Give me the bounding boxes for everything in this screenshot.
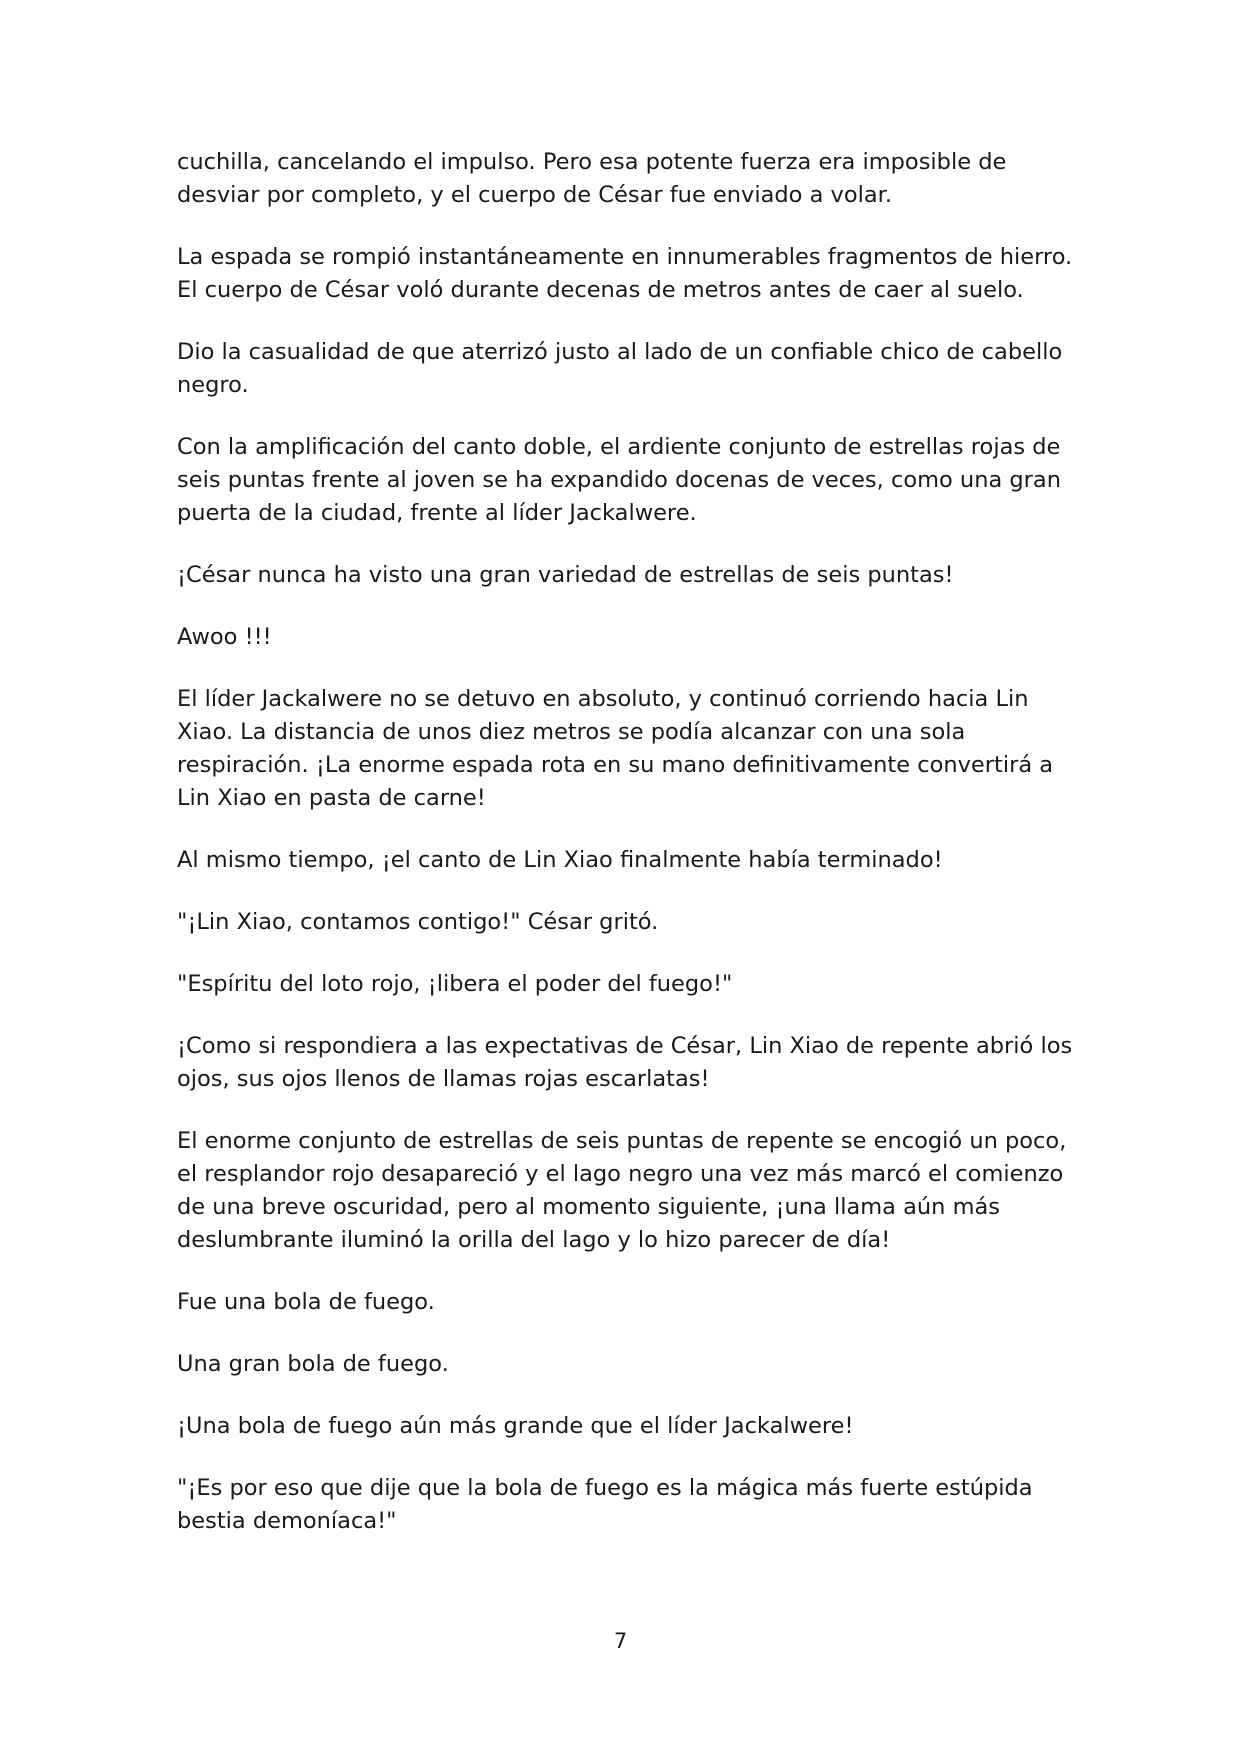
paragraph: "¡Es por eso que dije que la bola de fuego es la mágica más fuerte estúpida bestia demoníaca!" <box>177 1475 1033 1534</box>
paragraph: Fue una bola de fuego. <box>177 1289 435 1315</box>
paragraph: Awoo !!! <box>177 624 272 650</box>
paragraph: Dio la casualidad de que aterrizó justo al lado de un confiable chico de cabello negro. <box>177 339 1063 398</box>
paragraph: ¡Una bola de fuego aún más grande que el líder Jackalwere! <box>177 1413 854 1439</box>
page-number: 7 <box>613 1629 628 1653</box>
paragraph: El líder Jackalwere no se detuvo en absoluto, y continuó corriendo hacia Lin Xiao. La distancia de unos diez metros se podía alcanzar con una sola respiración. ¡La enorme espada rota en su mano definitivamente convertirá a Lin Xiao en pasta de carne! <box>177 686 1054 811</box>
paragraph: ¡Como si respondiera a las expectativas de César, Lin Xiao de repente abrió los ojos, sus ojos llenos de llamas rojas escarlatas! <box>177 1033 1073 1092</box>
paragraph: Una gran bola de fuego. <box>177 1351 449 1377</box>
paragraph: Al mismo tiempo, ¡el canto de Lin Xiao finalmente había terminado! <box>177 847 943 873</box>
paragraph: cuchilla, cancelando el impulso. Pero esa potente fuerza era imposible de desviar por completo, y el cuerpo de César fue enviado a volar. <box>177 149 1007 208</box>
body-text <box>177 146 1077 1567</box>
paragraph: ¡César nunca ha visto una gran variedad de estrellas de seis puntas! <box>177 562 954 588</box>
paragraph: La espada se rompió instantáneamente en innumerables fragmentos de hierro. El cuerpo de César voló durante decenas de metros antes de caer al suelo. <box>177 244 1073 303</box>
paragraph: "¡Lin Xiao, contamos contigo!" César gritó. <box>177 909 659 935</box>
paragraph: "Espíritu del loto rojo, ¡libera el poder del fuego!" <box>177 971 733 997</box>
paragraph: Con la amplificación del canto doble, el ardiente conjunto de estrellas rojas de seis puntas frente al joven se ha expandido docenas de veces, como una gran puerta de la ciudad, frente al líder Jackalwere. <box>177 434 1061 526</box>
paragraph: El enorme conjunto de estrellas de seis puntas de repente se encogió un poco, el resplandor rojo desapareció y el lago negro una vez más marcó el comienzo de una breve oscuridad, pero al momento siguiente, ¡una llama aún más deslumbrante iluminó la orilla del lago y lo hizo parecer de día! <box>177 1128 1067 1253</box>
